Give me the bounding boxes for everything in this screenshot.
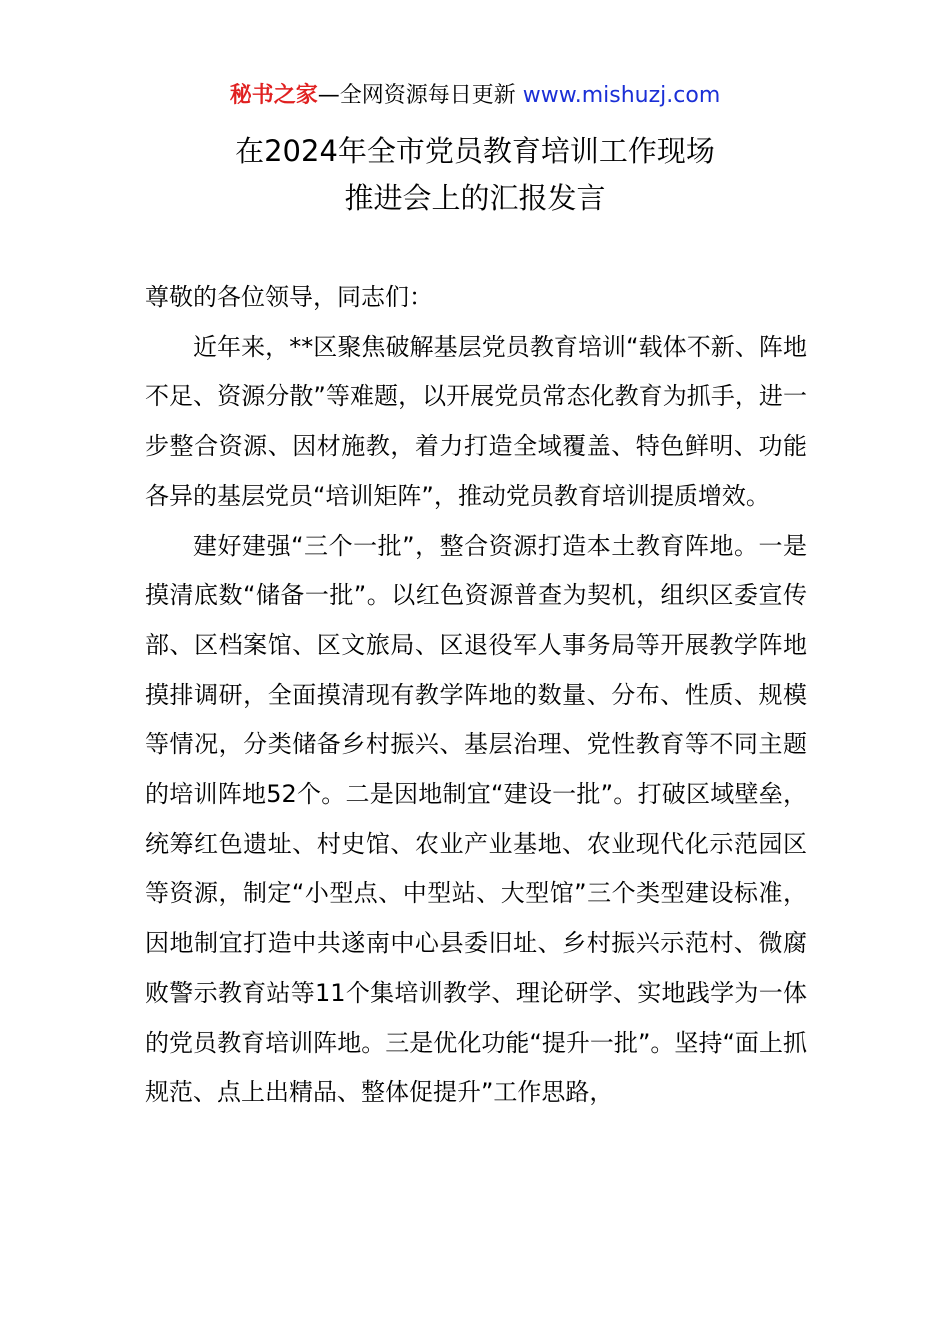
site-url-link[interactable]: www.mishuzj.com (522, 83, 721, 108)
brand-name: 秘书之家 (229, 83, 318, 108)
paragraph-section-1: 建好建强“三个一批”，整合资源打造本土教育阵地。一是摸清底数“储备一批”。以红色资源普查为契机，组织区委宣传部、区档案馆、区文旅局、区退役军人事务局等开展教学阵地摸排调研，全面摸清现有教学阵地的数量、分布、性质、规模等情况，分类储备乡村振兴、基层治理、党性教育等不同主题的培训阵地52个。二是因地制宜“建设一批”。打破区域壁垒，统筹红色遗址、村史馆、农业产业基地、农业现代化示范园区等资源，制定“小型点、中型站、大型馆”三个类型建设标准，因地制宜打造中共遂南中心县委旧址、乡村振兴示范村、微腐败警示教育站等11个集培训教学、理论研学、实地践学为一体的党员教育培训阵地。三是优化功能“提升一批”。坚持“面上抓规范、点上出精品、整体促提升”工作思路， (145, 531, 807, 1107)
paragraph-intro: 近年来，**区聚焦破解基层党员教育培训“载体不新、阵地不足、资源分散”等难题，以开展党员常态化教育为抓手，进一步整合资源、因材施教，着力打造全域覆盖、特色鲜明、功能各异的基层党员“培训矩阵”，推动党员教育培训提质增效。 (145, 332, 807, 510)
document-title (0, 128, 950, 222)
site-header (0, 80, 950, 112)
title-line-1: 在2024年全市党员教育培训工作现场 (235, 134, 715, 168)
document-body (145, 273, 807, 1118)
title-line-2: 推进会上的汇报发言 (344, 181, 606, 215)
salutation: 尊敬的各位领导，同志们： (145, 283, 433, 311)
header-tagline: —全网资源每日更新 (317, 83, 523, 108)
